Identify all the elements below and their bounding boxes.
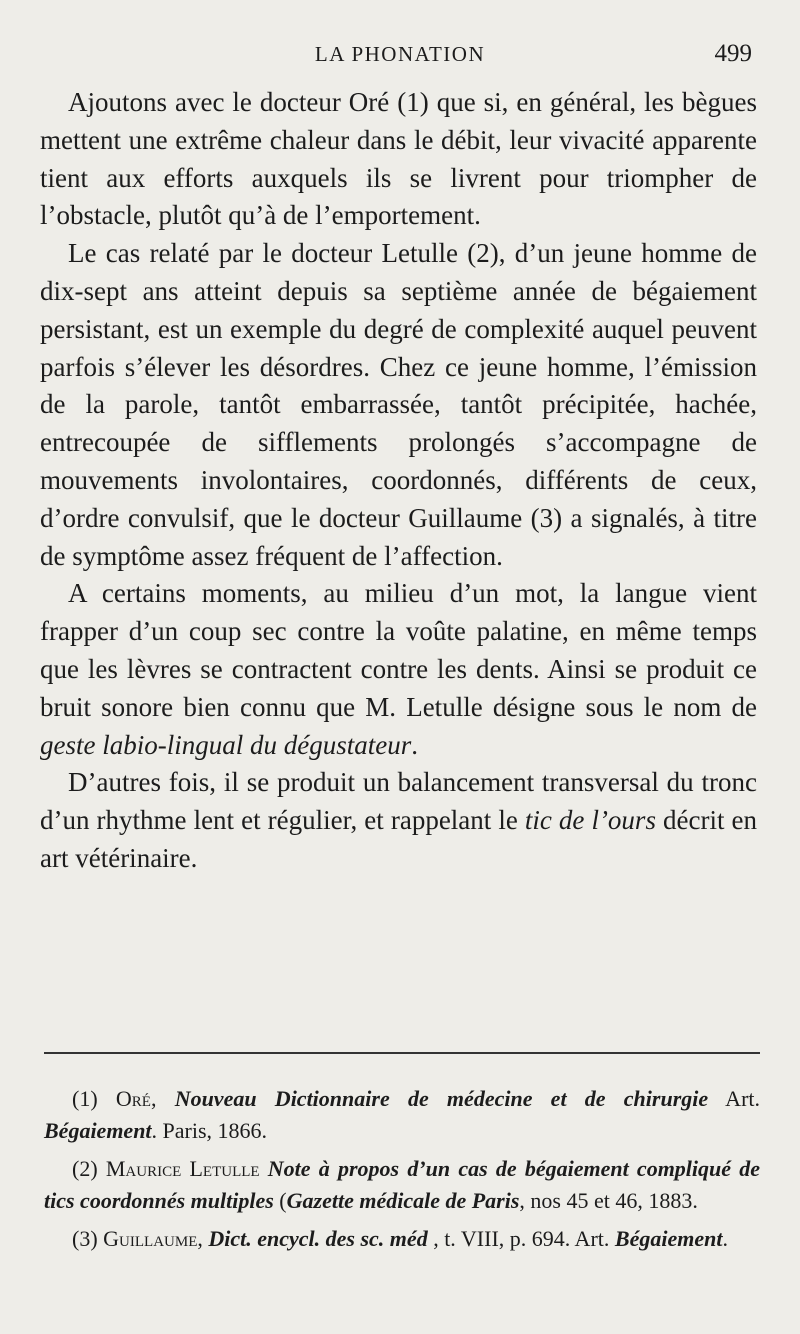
paragraph-1	[40, 84, 757, 235]
footnote-marker: (2)	[72, 1156, 106, 1181]
paragraph-4-text: D’autres fois, il se produit un balancement transversal du tronc d’un rhythme lent et régulier, et rappelant le	[40, 767, 757, 836]
footnote-title: Nouveau Dictionnaire de médecine et de chirurgie	[174, 1086, 709, 1111]
page-header	[40, 40, 760, 74]
footnote-text-end: , nos 45 et 46, 1883.	[519, 1188, 698, 1213]
page-number: 499	[714, 40, 752, 67]
paragraph-3	[40, 575, 757, 764]
footnote-text-end: .	[722, 1226, 728, 1251]
paragraph-2	[40, 235, 757, 575]
footnote-title: Dict. encycl. des sc. méd	[208, 1226, 428, 1251]
footnote-separator: ,	[197, 1226, 209, 1251]
footnote-marker: (1)	[72, 1086, 116, 1111]
footnote-rule	[44, 1052, 760, 1054]
footnote-separator: ,	[150, 1086, 175, 1111]
footnote-1	[44, 1083, 760, 1147]
footnote-text-end: . Paris, 1866.	[151, 1118, 268, 1143]
footnote-text: (	[273, 1188, 287, 1213]
footnote-text: Art.	[708, 1086, 761, 1111]
footnote-marker: (3)	[72, 1226, 104, 1251]
footnote-author: Oré	[115, 1086, 151, 1111]
paragraph-4	[40, 764, 757, 877]
paragraph-3-text: A certains moments, au milieu d’un mot, la langue vient frapper d’un coup sec contre la voûte palatine, en même temps que les lèvres se contractent contre les dents. Ainsi se produit ce bruit sonore bien connu que M. Letulle désigne sous le nom de	[40, 578, 757, 722]
paragraph-3-end: .	[411, 729, 418, 760]
footnote-title: Note à propos d’un cas de bégaiement compliqué de tics coordonnés multiples	[44, 1156, 761, 1213]
footnote-title-2: Bégaiement	[44, 1118, 152, 1143]
paragraph-4-italic-term: tic de l’ours	[524, 805, 656, 836]
paragraph-2-text: Le cas relaté par le docteur Letulle (2), d’un jeune homme de dix-sept ans atteint depuis sa septième année de bégaiement persistant, est un exemple du degré de complexité auquel peuvent parfois s’élever les désordres. Chez ce jeune homme, l’émission de la parole, tantôt embarrassée, tantôt précipitée, hachée, entrecoupée de sifflements prolongés s’accompagne de mouvements involontaires, coordonnés, différents de ceux, d’ordre convulsif, que le docteur Guillaume (3) a signalés, à titre de symptôme assez fréquent de l’affection.	[40, 238, 757, 571]
body-text	[40, 84, 757, 878]
paragraph-3-italic-term: geste labio-lingual du dégustateur	[40, 729, 412, 760]
footnote-author: Maurice Letulle	[105, 1156, 260, 1181]
footnote-3	[44, 1223, 760, 1255]
footnote-separator	[260, 1156, 268, 1181]
footnotes	[44, 1083, 760, 1261]
paragraph-1-text: Ajoutons avec le docteur Oré (1) que si, en général, les bègues mettent une extrême chaleur dans le débit, leur vivacité apparente tient aux efforts auxquels ils se livrent pour triompher de l’obstacle, plutôt qu’à de l’emportement.	[40, 87, 757, 231]
footnote-title-2: Gazette médicale de Paris	[286, 1188, 520, 1213]
footnote-text: , t. VIII, p. 694. Art.	[427, 1226, 615, 1251]
footnote-title-2: Bégaiement	[614, 1226, 723, 1251]
footnote-2	[44, 1153, 760, 1217]
running-title: LA PHONATION	[314, 42, 486, 66]
footnote-author: Guillaume	[103, 1226, 198, 1251]
paragraph-4-end: décrit en art vétérinaire.	[40, 805, 757, 873]
